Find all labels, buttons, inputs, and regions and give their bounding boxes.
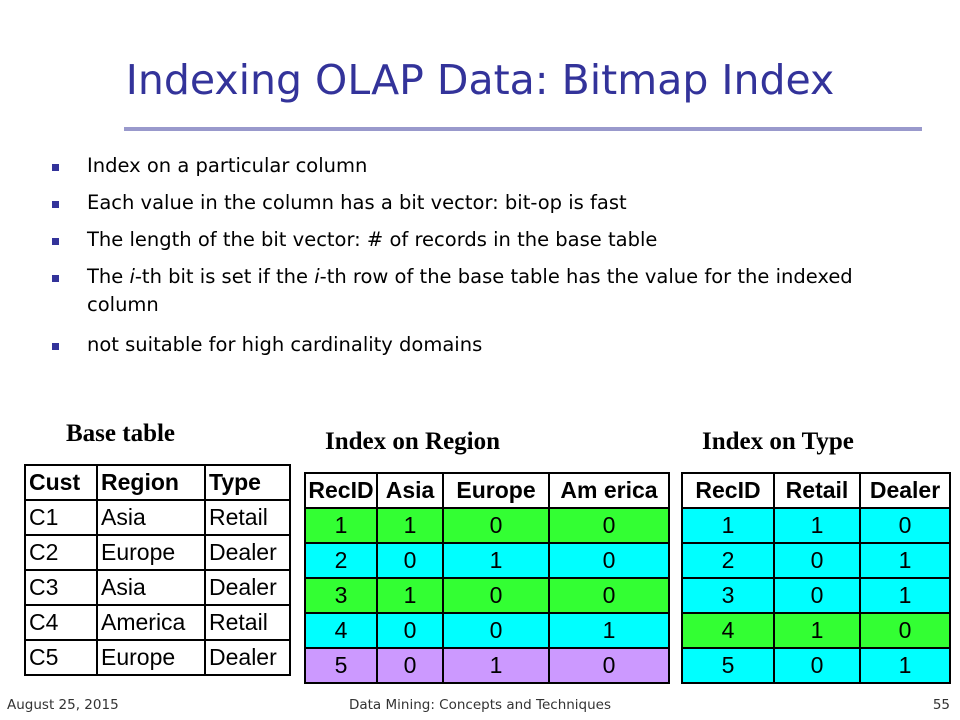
table-row bbox=[305, 543, 669, 578]
base-table-label: Base table bbox=[66, 420, 176, 447]
bullet-item bbox=[52, 226, 912, 254]
header-cell: Type bbox=[205, 465, 290, 500]
bullet-list bbox=[52, 152, 912, 368]
table-cell: 0 bbox=[443, 508, 549, 543]
table-row bbox=[682, 613, 950, 648]
table-cell: 0 bbox=[377, 543, 443, 578]
table-cell: C5 bbox=[25, 640, 97, 675]
table-header-row bbox=[25, 465, 290, 500]
header-cell: Asia bbox=[377, 473, 443, 508]
header-cell: RecID bbox=[305, 473, 377, 508]
table-cell: Asia bbox=[97, 570, 205, 605]
footer-page-number: 55 bbox=[932, 697, 950, 713]
table-cell: Dealer bbox=[205, 570, 290, 605]
table-row bbox=[305, 578, 669, 613]
table-cell: 0 bbox=[549, 543, 669, 578]
table-cell: Asia bbox=[97, 500, 205, 535]
footer-date: August 25, 2015 bbox=[7, 697, 119, 713]
table-header-row bbox=[682, 473, 950, 508]
table-cell: Europe bbox=[97, 535, 205, 570]
index-type-clip bbox=[681, 472, 957, 684]
table-cell: 1 bbox=[682, 508, 774, 543]
table-cell: 3 bbox=[305, 578, 377, 613]
table-cell: 0 bbox=[443, 578, 549, 613]
table-cell: 0 bbox=[860, 508, 950, 543]
table-row bbox=[25, 500, 290, 535]
table-row bbox=[25, 535, 290, 570]
table-cell: C1 bbox=[25, 500, 97, 535]
table-cell: 0 bbox=[377, 613, 443, 648]
table-cell: Retail bbox=[205, 605, 290, 640]
table-cell: 0 bbox=[774, 578, 860, 613]
table-cell: 1 bbox=[377, 508, 443, 543]
table-row bbox=[25, 570, 290, 605]
table-cell: 2 bbox=[305, 543, 377, 578]
table-cell: Retail bbox=[205, 500, 290, 535]
table-cell: 1 bbox=[860, 648, 950, 683]
header-cell: Cust bbox=[25, 465, 97, 500]
table-row bbox=[305, 648, 669, 683]
table-cell: 4 bbox=[682, 613, 774, 648]
table-cell: 0 bbox=[774, 648, 860, 683]
table-cell: C2 bbox=[25, 535, 97, 570]
table-row bbox=[25, 640, 290, 675]
bullet-item bbox=[52, 152, 912, 180]
table-cell: 0 bbox=[549, 648, 669, 683]
table-cell: America bbox=[97, 605, 205, 640]
table-cell: 1 bbox=[774, 613, 860, 648]
table-cell: 2 bbox=[682, 543, 774, 578]
table-cell: Europe bbox=[97, 640, 205, 675]
table-cell: Dealer bbox=[205, 640, 290, 675]
table-cell: 1 bbox=[860, 543, 950, 578]
bullet-marker bbox=[52, 238, 59, 245]
table-cell: 0 bbox=[549, 578, 669, 613]
bullet-text: -th row of the base table has the value for the indexed column bbox=[87, 265, 853, 316]
bullet-marker bbox=[52, 275, 59, 282]
index-type-label: Index on Type bbox=[702, 428, 854, 455]
header-cell: Retail bbox=[774, 473, 860, 508]
table-row bbox=[682, 578, 950, 613]
table-cell: 1 bbox=[377, 578, 443, 613]
bullet-text: not suitable for high cardinality domains bbox=[87, 333, 483, 356]
bullet-text: Index on a particular column bbox=[87, 154, 368, 177]
base-table-clip bbox=[24, 464, 292, 684]
table-row bbox=[25, 605, 290, 640]
slide-title: Indexing OLAP Data: Bitmap Index bbox=[125, 56, 835, 104]
table-cell: 3 bbox=[682, 578, 774, 613]
header-cell: Am erica bbox=[549, 473, 669, 508]
table-cell: 0 bbox=[443, 613, 549, 648]
table-cell: 0 bbox=[860, 613, 950, 648]
title-underline bbox=[124, 127, 922, 131]
table-row bbox=[305, 508, 669, 543]
table-cell: 4 bbox=[305, 613, 377, 648]
bullet-text: -th bit is set if the bbox=[134, 265, 315, 288]
base-table bbox=[24, 464, 291, 676]
table-header-row bbox=[305, 473, 669, 508]
table-cell: 0 bbox=[549, 508, 669, 543]
table-cell: 1 bbox=[443, 648, 549, 683]
header-cell: Region bbox=[97, 465, 205, 500]
table-cell: 1 bbox=[774, 508, 860, 543]
index-region-label: Index on Region bbox=[325, 428, 501, 455]
table-cell: 1 bbox=[443, 543, 549, 578]
header-cell: RecID bbox=[682, 473, 774, 508]
bullet-italic-i: i bbox=[314, 265, 320, 288]
bullet-marker bbox=[52, 343, 59, 350]
bullet-italic-i: i bbox=[129, 265, 135, 288]
table-cell: 0 bbox=[377, 648, 443, 683]
bullet-item bbox=[52, 189, 912, 217]
bullet-text: Each value in the column has a bit vector: bit-op is fast bbox=[87, 191, 627, 214]
table-cell: 1 bbox=[860, 578, 950, 613]
header-cell: Dealer bbox=[860, 473, 950, 508]
table-row bbox=[305, 613, 669, 648]
table-cell: C4 bbox=[25, 605, 97, 640]
bullet-marker bbox=[52, 164, 59, 171]
index-type-table bbox=[681, 472, 951, 684]
bullet-marker bbox=[52, 201, 59, 208]
table-cell: 1 bbox=[305, 508, 377, 543]
table-cell: 0 bbox=[774, 543, 860, 578]
bullet-item bbox=[52, 331, 912, 359]
footer-course: Data Mining: Concepts and Techniques bbox=[348, 697, 612, 713]
table-cell: 5 bbox=[305, 648, 377, 683]
bullet-text: The bbox=[87, 265, 130, 288]
bullet-item bbox=[52, 263, 912, 319]
table-cell: 1 bbox=[549, 613, 669, 648]
table-row bbox=[682, 648, 950, 683]
index-region-table bbox=[304, 472, 670, 684]
table-row bbox=[682, 543, 950, 578]
table-row bbox=[682, 508, 950, 543]
index-region-clip bbox=[304, 472, 670, 684]
table-cell: Dealer bbox=[205, 535, 290, 570]
table-cell: 5 bbox=[682, 648, 774, 683]
header-cell: Europe bbox=[443, 473, 549, 508]
table-cell: C3 bbox=[25, 570, 97, 605]
bullet-text: The length of the bit vector: # of records in the base table bbox=[87, 228, 658, 251]
